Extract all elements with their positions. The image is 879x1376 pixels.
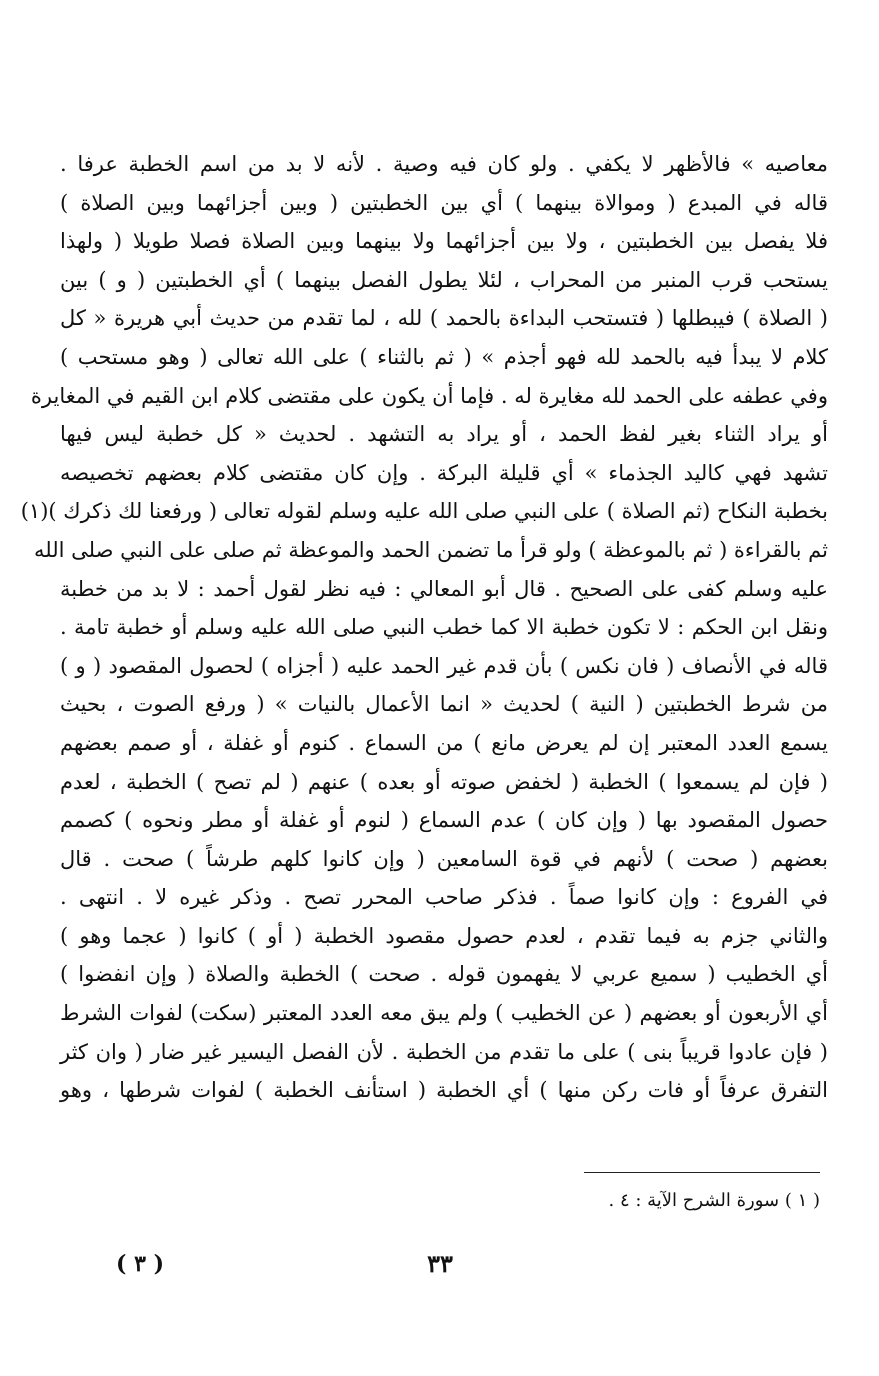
text-line: ثم بالقراءة ( ثم بالموعظة ) ولو قرأ ما تضمن الحمد والموعظة ثم صلى على النبي صلى الله xyxy=(34,537,828,562)
text-line: ونقل ابن الحكم : لا تكون خطبة الا كما خطب النبي صلى الله عليه وسلم أو خطبة تامة . xyxy=(60,615,828,640)
text-line: يستحب قرب المنبر من المحراب ، لئلا يطول الفصل بينهما ) أي الخطبتين ( و ) بين xyxy=(60,267,828,292)
text-line: والثاني جزم به فيما تقدم ، لعدم حصول مقصود الخطبة ( أو ) كانوا ( عجما وهو ) xyxy=(60,923,828,948)
text-line: التفرق عرفاً أو فات ركن منها ) أي الخطبة ( استأنف الخطبة ) لفوات شرطها ، وهو xyxy=(60,1078,828,1103)
text-line: عليه وسلم كفى على الصحيح . قال أبو المعالي : فيه نظر لقول أحمد : لا بد من خطبة xyxy=(60,576,828,601)
text-line: ( الصلاة ) فيبطلها ( فتستحب البداءة بالحمد ) لله ، لما تقدم من حديث أبي هريرة « كل xyxy=(60,306,828,331)
text-line: أي الأربعون أو بعضهم ( عن الخطيب ) ولم يبق معه العدد المعتبر (سكت) لفوات الشرط xyxy=(60,1001,828,1026)
text-line: حصول المقصود بها ( وإن كان ) عدم السماع ( لنوم أو غفلة أو مطر ونحوه ) كصمم xyxy=(60,808,828,833)
footnote: ( ١ ) سورة الشرح الآية : ٤ . xyxy=(608,1190,820,1211)
text-line: من شرط الخطبتين ( النية ) لحديث « انما الأعمال بالنيات » ( ورفع الصوت ، بحيث xyxy=(60,692,828,717)
text-line: أي الخطيب ( سميع عربي لا يفهمون قوله . صحت ) الخطبة والصلاة ( وإن انفضوا ) xyxy=(60,962,828,987)
text-line: تشهد فهي كاليد الجذماء » أي قليلة البركة . وإن كان مقتضى كلام بعضهم تخصيصه xyxy=(60,460,828,485)
text-line: قاله في الأنصاف ( فان نكس ) بأن قدم غير الحمد عليه ( أجزاه ) لحصول المقصود ( و ) xyxy=(60,653,828,678)
text-line: يسمع العدد المعتبر إن لم يعرض مانع ) من السماع . كنوم أو غفلة ، أو صمم بعضهم xyxy=(60,730,828,755)
text-line: وفي عطفه على الحمد لله مغايرة له . فإما أن يكون على مقتضى كلام ابن القيم في المغايرة xyxy=(30,383,828,408)
page-number: ٣٣ xyxy=(427,1249,453,1278)
signature-mark: ( ٣ ) xyxy=(116,1251,164,1277)
text-line: معاصيه » فالأظهر لا يكفي . ولو كان فيه وصية . لأنه لا بد من اسم الخطبة عرفا . xyxy=(60,152,828,176)
text-line: أو يراد الثناء بغير لفظ الحمد ، أو يراد به التشهد . لحديث « كل خطبة ليس فيها xyxy=(60,422,828,447)
main-text-body xyxy=(20,145,828,1110)
text-line: ( فإن عادوا قريباً بنى ) على ما تقدم من الخطبة . لأن الفصل اليسير غير ضار ( وان كثر xyxy=(60,1039,828,1064)
text-line: ( فإن لم يسمعوا ) الخطبة ( لخفض صوته أو بعده ) عنهم ( لم تصح ) الخطبة ، لعدم xyxy=(60,769,828,794)
text-line: فلا يفصل بين الخطبتين ، ولا بين أجزائهما ولا بينهما وبين الصلاة فصلا طويلا ( ولهذا xyxy=(60,229,828,254)
text-line: بعضهم ( صحت ) لأنهم في قوة السامعين ( وإن كانوا كلهم طرشاً ) صحت . قال xyxy=(60,846,828,871)
text-line: كلام لا يبدأ فيه بالحمد لله فهو أجذم » ( ثم بالثناء ) على الله تعالى ( وهو مستحب ) xyxy=(60,344,828,369)
footnote-divider xyxy=(584,1172,820,1173)
text-line: في الفروع : وإن كانوا صماً . فذكر صاحب المحرر تصح . وذكر غيره لا . انتهى . xyxy=(60,885,828,910)
text-line: قاله في المبدع ( وموالاة بينهما ) أي بين الخطبتين ( وبين أجزائهما وبين الصلاة ) xyxy=(60,190,828,215)
text-line: بخطبة النكاح (ثم الصلاة ) على النبي صلى الله عليه وسلم لقوله تعالى ( ورفعنا لك ذكرك )(١) xyxy=(20,499,828,524)
